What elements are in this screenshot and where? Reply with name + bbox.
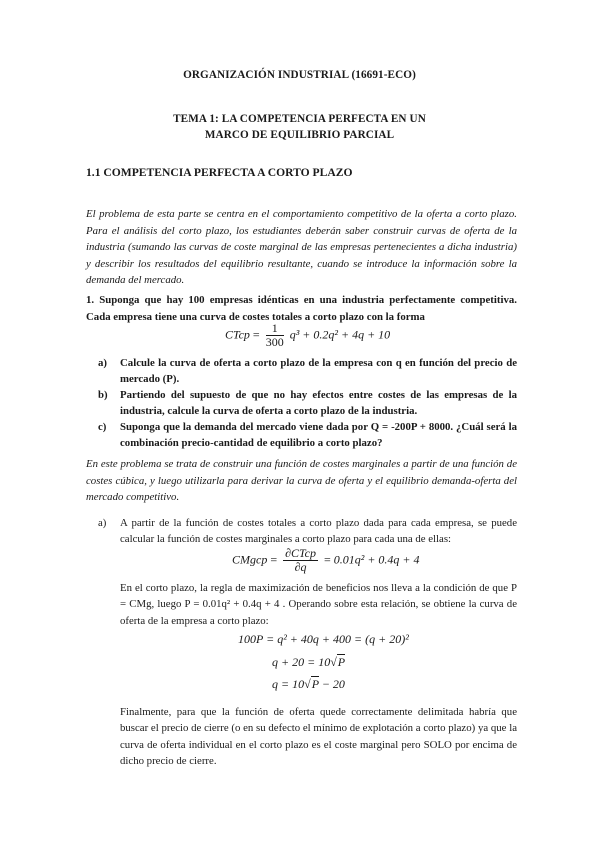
- supply-equation-3-radicand: P: [311, 677, 319, 691]
- supply-equation-2-radicand: P: [337, 655, 346, 669]
- item-text: Suponga que la demanda del mercado viene dada por Q = -200P + 8000. ¿Cuál será la combinación precio-cantidad de equilibrio a corto plazo?: [120, 421, 517, 450]
- marginal-cost-rest: 0.01q² + 0.4q + 4: [333, 552, 420, 567]
- solution-paragraph-3: Finalmente, para que la función de oferta quede correctamente delimitada habría que buscar el precio de cierre (o en su defecto el mínimo de explotación a corto plazo) ya que la curva de oferta individual en el corto plazo es el coste marginal pero SOLO por encima de dicho precio de cierre.: [120, 706, 517, 768]
- supply-equation-3-lhs: q = 10: [272, 677, 305, 691]
- cost-function-numerator: 1: [266, 322, 284, 336]
- problem-item-c: [98, 419, 517, 451]
- marginal-cost-denominator: ∂q: [294, 560, 307, 574]
- problem-item-a: [98, 355, 517, 387]
- tema-title-line2: MARCO DE EQUILIBRIO PARCIAL: [204, 129, 395, 141]
- supply-equation-3: q = 10√P − 20: [272, 677, 345, 691]
- supply-equation-1: 100P = q² + 40q + 400 = (q + 20)²: [238, 632, 409, 646]
- item-text: Calcule la curva de oferta a corto plazo de la empresa con q en función del precio de mercado (P).: [120, 357, 517, 386]
- marginal-cost-formula: CMgcp = $\frac{\text{∂CTcp}}{\partial q}$ = 0.01q² + 0.4q + 4: [232, 546, 420, 574]
- marginal-cost-fraction: [283, 547, 318, 574]
- item-marker: c): [98, 421, 107, 434]
- problem-statement: 1. Suponga que hay 100 empresas idénticas en una industria perfectamente competitiva. Cada empresa tiene una curva de costes totales a corto plazo con la forma: [86, 294, 517, 323]
- solution-paragraph-2: En el corto plazo, la regla de maximización de beneficios nos lleva a la condición de que P = CMg, luego P = 0.01q² + 0.4q + 4 . Operando sobre esta relación, se obtiene la curva de oferta de la empresa a corto plazo:: [120, 582, 517, 627]
- supply-equation-2-lhs: q + 20 = 10: [272, 655, 331, 669]
- solution-a: [98, 515, 517, 548]
- cost-function-formula: CTcp = $\frac{1}{300}$ q³ + 0.2q² + 4q + 10: [225, 321, 391, 349]
- item-text: Partiendo del supuesto de que no hay efectos entre costes de las empresas de la industria, calcule la curva de oferta a corto plazo de la industria.: [120, 389, 517, 418]
- solution-a-text: A partir de la función de costes totales a corto plazo dada para cada empresa, se puede calcular la función de costes marginales a corto plazo para cada una de ellas:: [120, 517, 517, 546]
- marginal-cost-numerator: ∂CTcp: [285, 546, 316, 560]
- problem-item-b: [98, 387, 517, 419]
- item-marker: b): [98, 389, 108, 402]
- intro-paragraph: El problema de esta parte se centra en el comportamiento competitivo de la oferta a corto plazo. Para el análisis del corto plazo, los estudiantes deberán saber construir curvas de oferta de la industria (sumando las curvas de coste marginal de las empresas pertenecientes a dicha industria) y describir los resultados del equilibrio resultante, cuando se introduce la información sobre la demanda del mercado.: [86, 208, 517, 287]
- cost-function-denominator: 300: [265, 335, 284, 349]
- cost-function-rest: q³ + 0.2q² + 4q + 10: [289, 327, 391, 342]
- section-title: 1.1 COMPETENCIA PERFECTA A CORTO PLAZO: [86, 166, 353, 179]
- explanatory-note: En este problema se trata de construir una función de costes marginales a partir de una función de costes cúbica, y luego utilizarla para derivar la curva de oferta y el equilibrio demanda-oferta del mercado competitivo.: [86, 458, 517, 504]
- supply-equation-2: q + 20 = 10√P: [272, 655, 346, 669]
- supply-equation-3-tail: − 20: [318, 677, 345, 691]
- tema-title-line1: TEMA 1: LA COMPETENCIA PERFECTA EN UN: [173, 113, 426, 125]
- solution-a-marker: a): [98, 517, 107, 529]
- marginal-cost-lhs: CMgcp: [232, 552, 268, 567]
- item-marker: a): [98, 357, 107, 369]
- cost-function-fraction: [266, 322, 284, 349]
- cost-function-lhs: CTcp: [225, 327, 250, 342]
- course-title: ORGANIZACIÓN INDUSTRIAL (16691-ECO): [183, 69, 416, 81]
- problem-items: [98, 355, 517, 452]
